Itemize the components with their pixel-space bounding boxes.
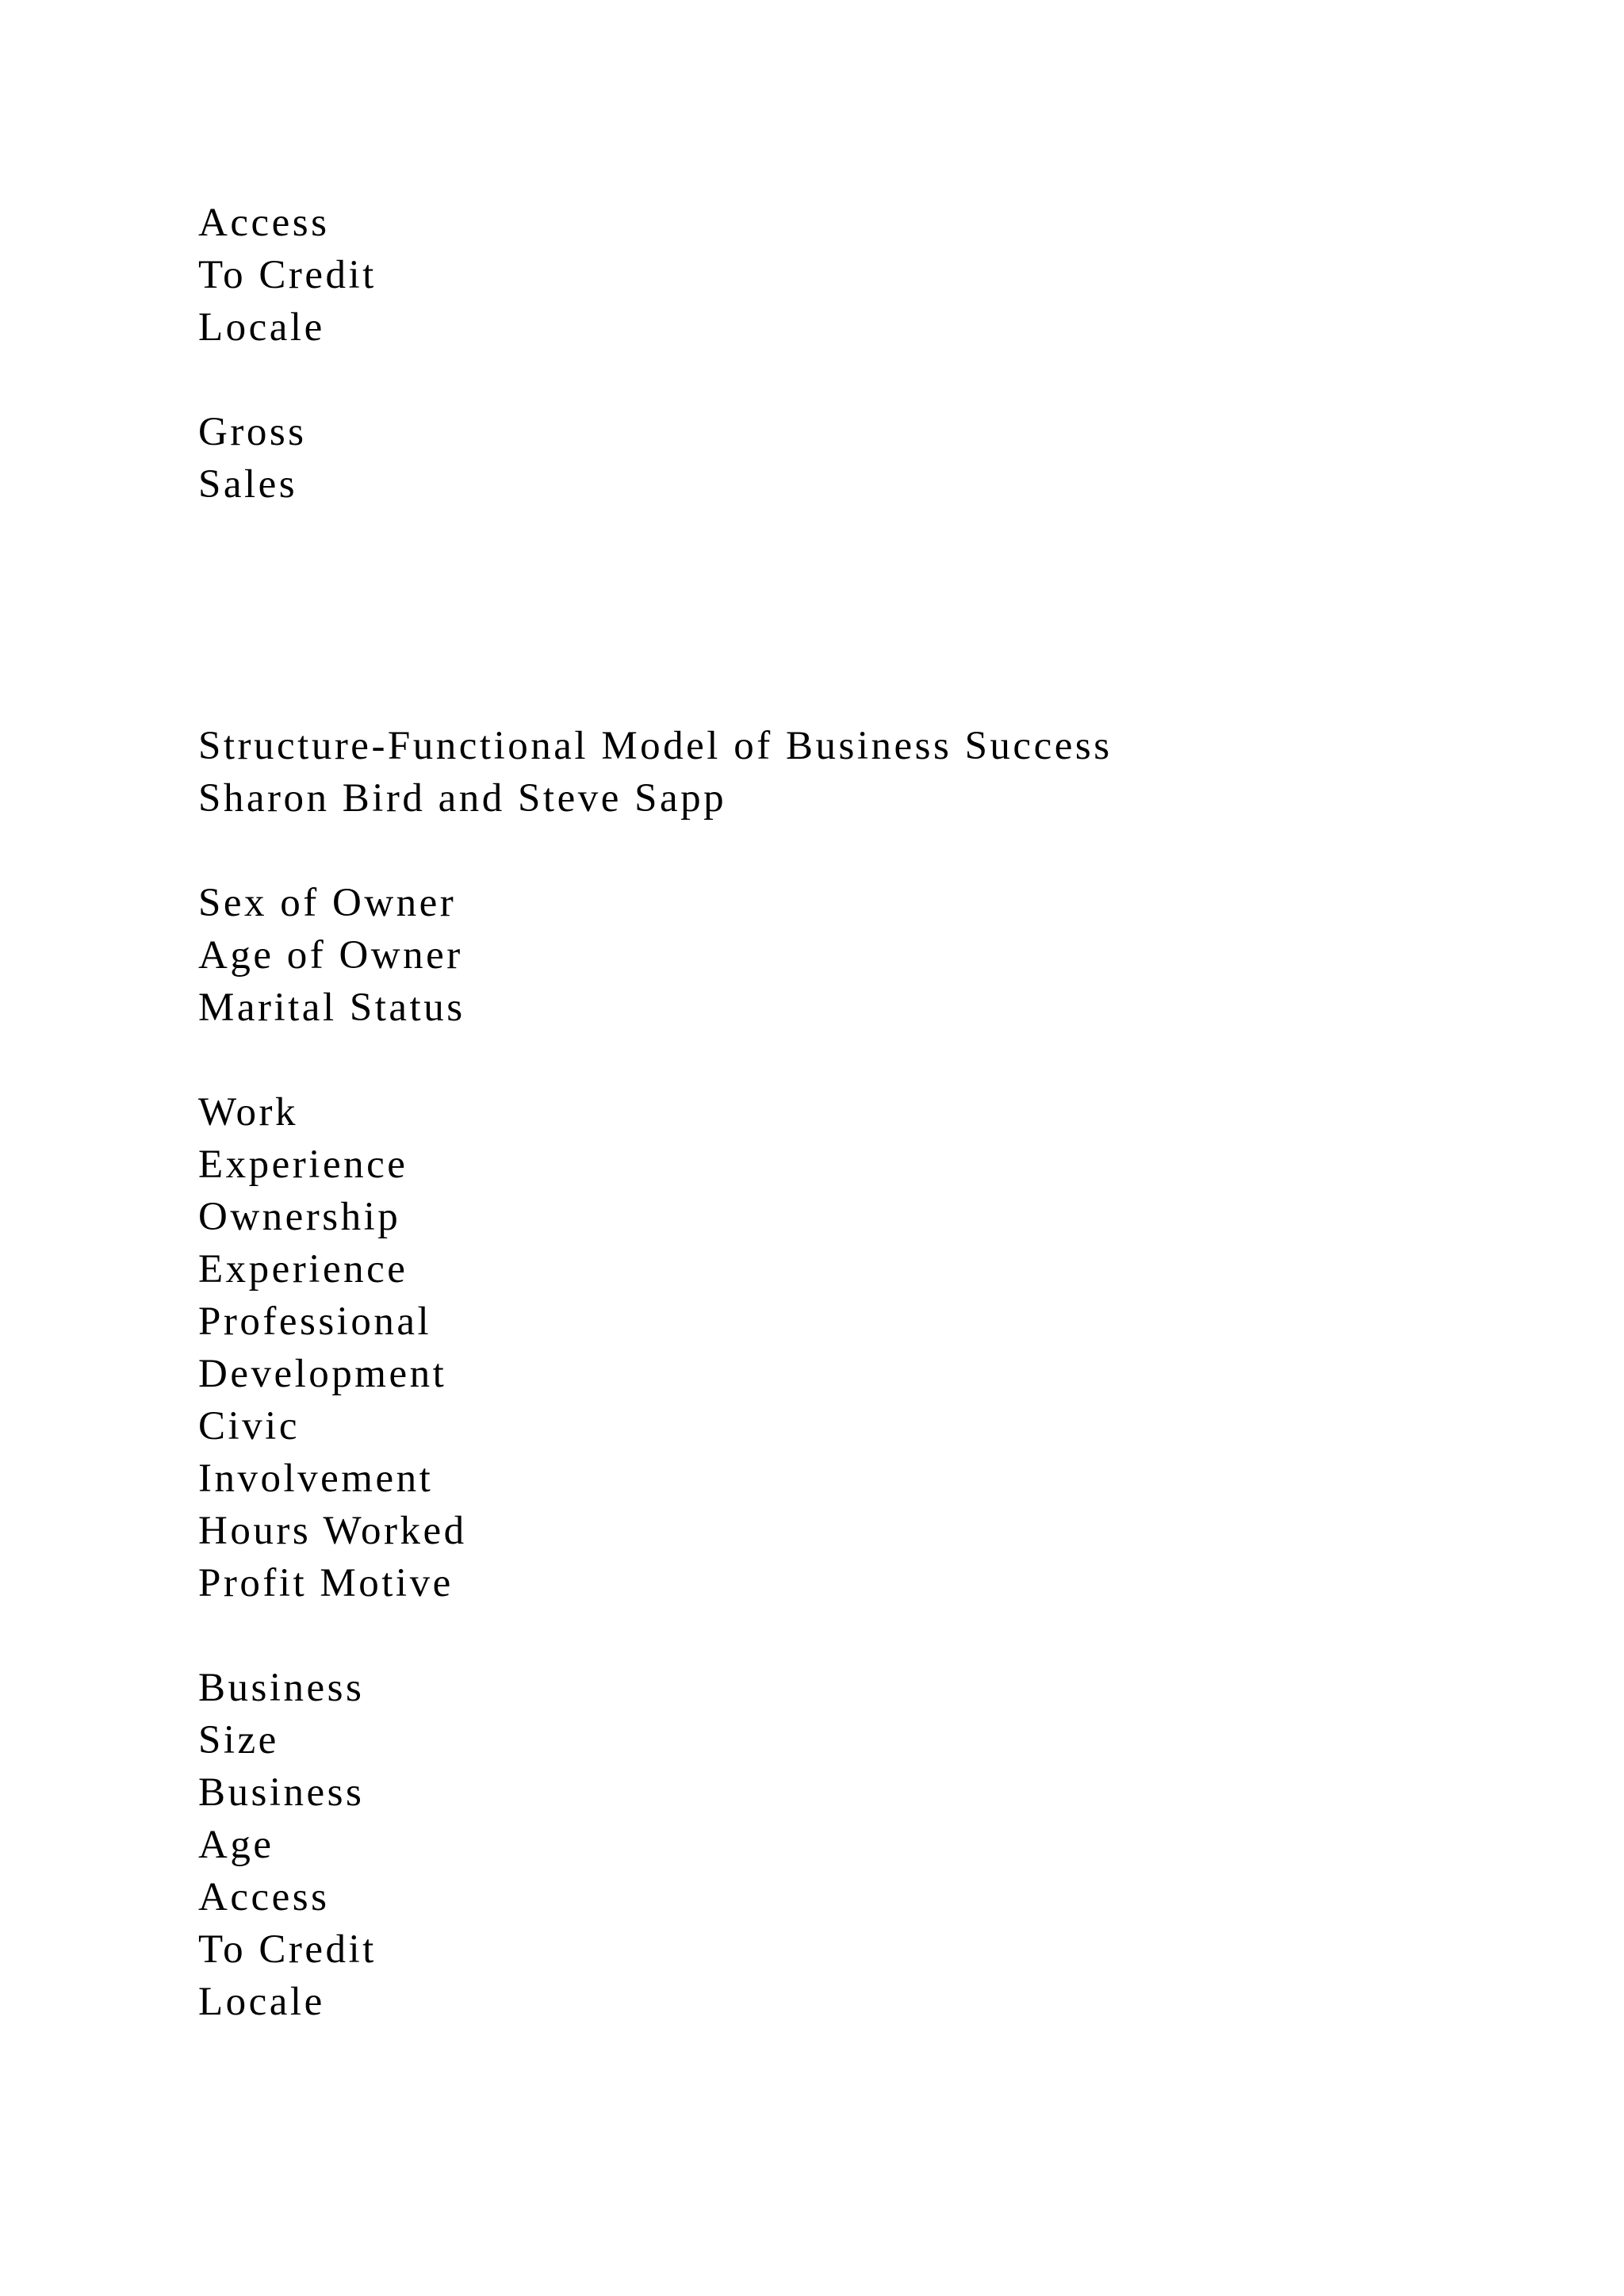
blank-line: [198, 825, 1507, 877]
blank-line: [198, 354, 1507, 406]
blank-line: [198, 1609, 1507, 1662]
list-item: Age: [198, 1823, 274, 1867]
list-item: Gross: [198, 410, 307, 454]
blank-line: [198, 511, 1507, 563]
list-item: Experience: [198, 1142, 408, 1187]
list-item: Work: [198, 1090, 299, 1135]
document-body: [198, 197, 1507, 2028]
list-item: Development: [198, 1352, 447, 1396]
list-item: Involvement: [198, 1456, 434, 1501]
owner-characteristics-list: [198, 877, 1507, 1034]
outcome-variable-list: [198, 406, 1507, 511]
list-item: Business: [198, 1770, 365, 1815]
owner-experience-list: [198, 1086, 1507, 1609]
list-item: Access: [198, 201, 330, 245]
blank-line: [198, 563, 1507, 615]
list-item: Sex of Owner: [198, 881, 457, 925]
list-item: Experience: [198, 1247, 408, 1292]
list-item: Locale: [198, 1980, 325, 2024]
list-item: Size: [198, 1718, 279, 1762]
blank-line: [198, 668, 1507, 720]
list-item: Hours Worked: [198, 1509, 467, 1553]
blank-line: [198, 1034, 1507, 1086]
list-item: To Credit: [198, 1927, 377, 1972]
list-item: Professional: [198, 1299, 432, 1344]
list-item: Ownership: [198, 1195, 401, 1239]
document-title: Structure-Functional Model of Business Success: [198, 724, 1113, 768]
list-item: Profit Motive: [198, 1561, 454, 1605]
list-item: Marital Status: [198, 985, 465, 1030]
list-item: Civic: [198, 1404, 300, 1448]
document-authors: Sharon Bird and Steve Sapp: [198, 776, 727, 821]
blank-line: [198, 615, 1507, 668]
list-item: Access: [198, 1875, 330, 1919]
list-item: To Credit: [198, 253, 377, 297]
list-item: Business: [198, 1666, 365, 1710]
list-item: Age of Owner: [198, 933, 463, 978]
top-variable-list: [198, 197, 1507, 354]
list-item: Sales: [198, 462, 298, 507]
list-item: Locale: [198, 305, 325, 350]
business-characteristics-list: [198, 1662, 1507, 2028]
document-heading: [198, 720, 1507, 825]
